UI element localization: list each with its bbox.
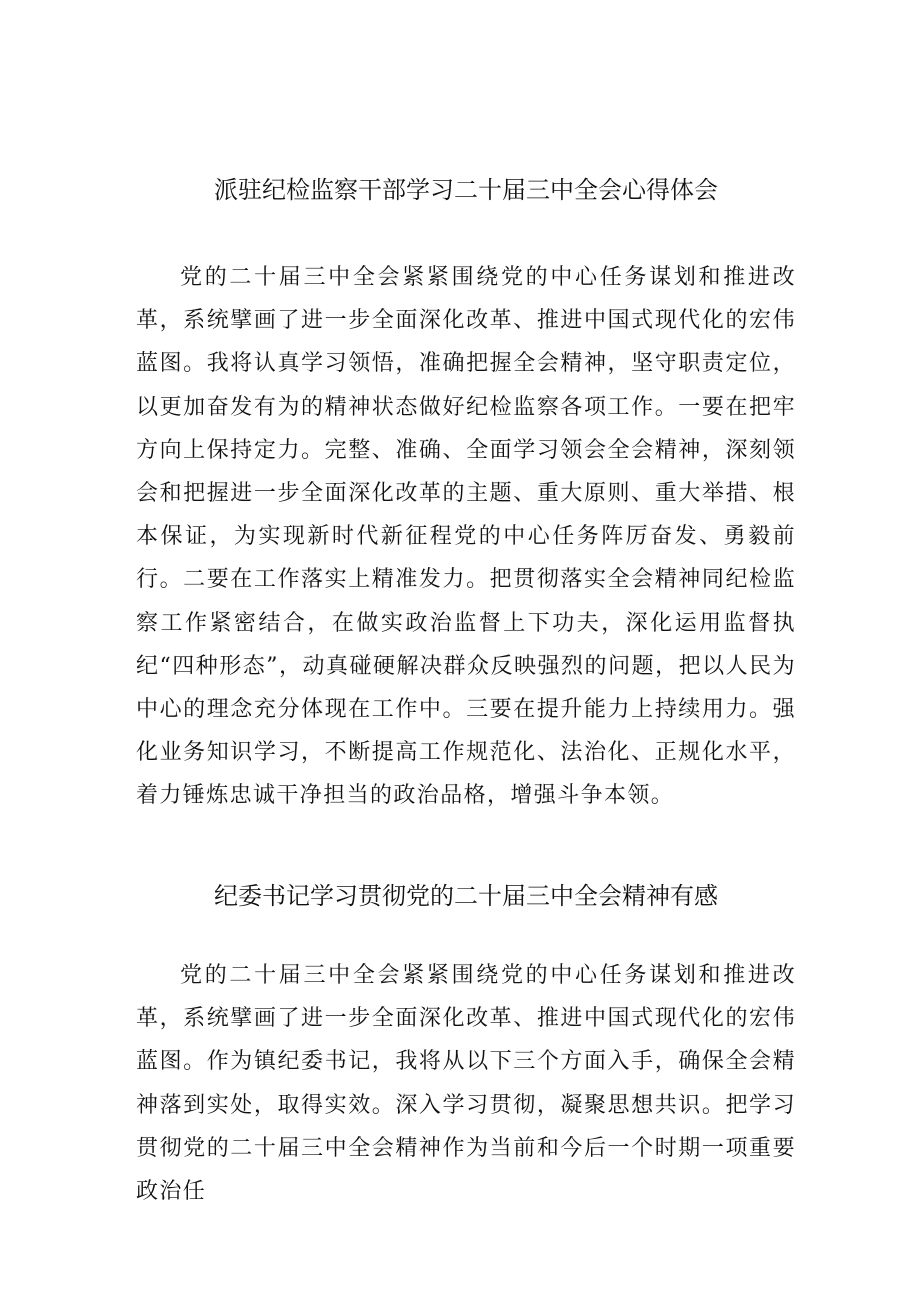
article-section-1 — [136, 170, 796, 818]
article-paragraph-1: 党的二十届三中全会紧紧围绕党的中心任务谋划和推进改革，系统擘画了进一步全面深化改革、推进中国式现代化的宏伟蓝图。我将认真学习领悟，准确把握全会精神，坚守职责定位，以更加奋发有为的精神状态做好纪检监察各项工作。一要在把牢方向上保持定力。完整、准确、全面学习领会全会精神，深刻领会和把握进一步全面深化改革的主题、重大原则、重大举措、根本保证，为实现新时代新征程党的中心任务阵厉奋发、勇毅前行。二要在工作落实上精准发力。把贯彻落实全会精神同纪检监察工作紧密结合，在做实政治监督上下功夫，深化运用监督执纪“四种形态”，动真碰硬解决群众反映强烈的问题，把以人民为中心的理念充分体现在工作中。三要在提升能力上持续用力。强化业务知识学习，不断提高工作规范化、法治化、正规化水平，着力锤炼忠诚干净担当的政治品格，增强斗争本领。 — [136, 265, 796, 809]
article-title-1: 派驻纪检监察干部学习二十届三中全会心得体会 — [214, 176, 718, 204]
article-title-2: 纪委书记学习贯彻党的二十届三中全会精神有感 — [214, 882, 718, 910]
article-paragraph-2: 党的二十届三中全会紧紧围绕党的中心任务谋划和推进改革，系统擘画了进一步全面深化改革、推进中国式现代化的宏伟蓝图。作为镇纪委书记，我将从以下三个方面入手，确保全会精神落到实处，取得实效。深入学习贯彻，凝聚思想共识。把学习贯彻党的二十届三中全会精神作为当前和今后一个时期一项重要政治任 — [136, 963, 796, 1205]
article-section-2 — [136, 876, 796, 1213]
